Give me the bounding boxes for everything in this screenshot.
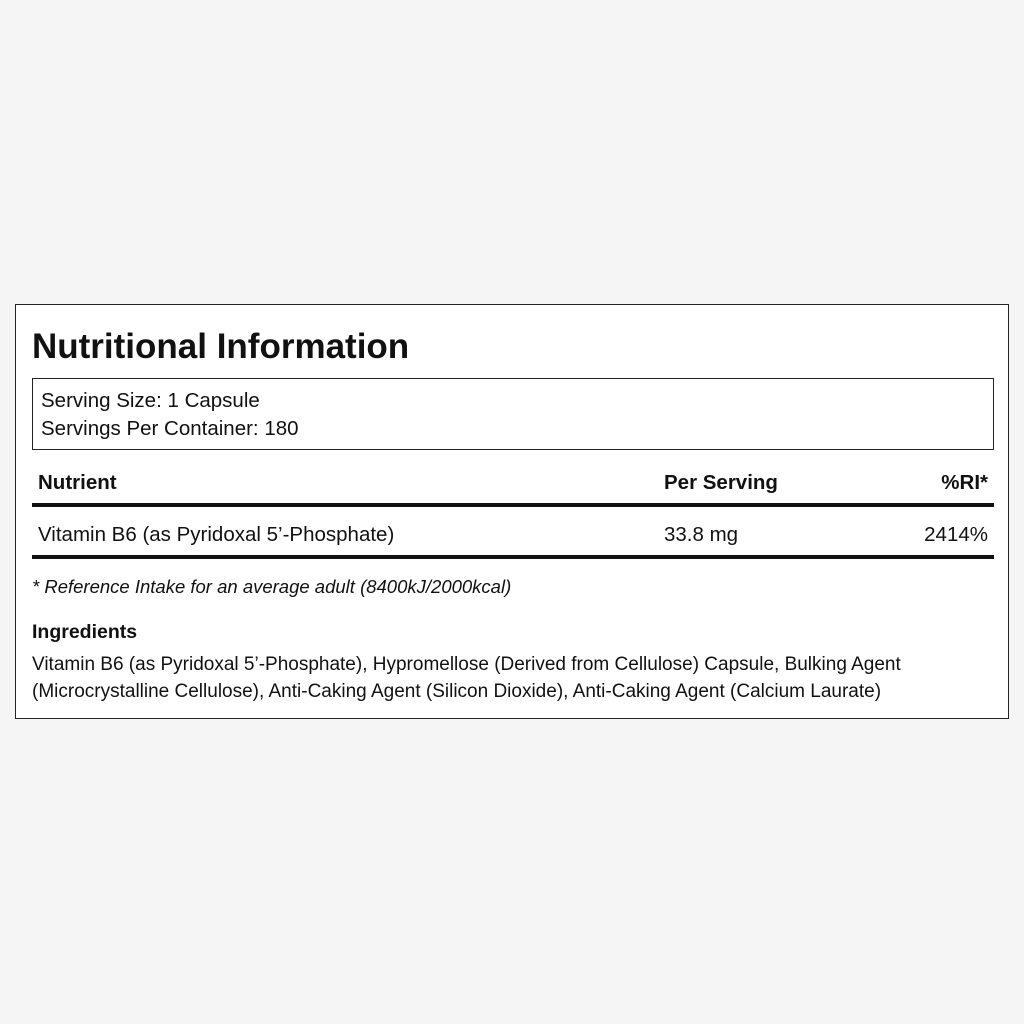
nutrient-table [32, 465, 994, 559]
header-nutrient: Nutrient [38, 471, 117, 494]
table-row [32, 507, 994, 559]
header-per-serving: Per Serving [664, 471, 778, 494]
ingredients-text: Vitamin B6 (as Pyridoxal 5’-Phosphate), Hypromellose (Derived from Cellulose) Capsule, Bulking Agent (Microcrystalline Cellulose), Anti-Caking Agent (Silicon Dioxide), Anti-Caking Agent (Calcium Laurate) [32, 654, 901, 702]
nutrient-name: Vitamin B6 (as Pyridoxal 5’-Phosphate) [38, 523, 395, 546]
nutrient-per-serving: 33.8 mg [664, 523, 739, 546]
serving-info-box [32, 378, 994, 450]
label-title: Nutritional Information [32, 327, 410, 366]
reference-intake-footnote: * Reference Intake for an average adult (8400kJ/2000kcal) [32, 576, 512, 597]
nutrient-ri: 2414% [924, 523, 988, 546]
ingredients-heading: Ingredients [32, 621, 138, 643]
serving-size: Serving Size: 1 Capsule [41, 389, 260, 412]
nutrition-label-panel [15, 304, 1009, 719]
nutrient-table-header [32, 465, 994, 507]
servings-per-container: Servings Per Container: 180 [41, 417, 299, 440]
header-ri: %RI* [941, 471, 988, 494]
